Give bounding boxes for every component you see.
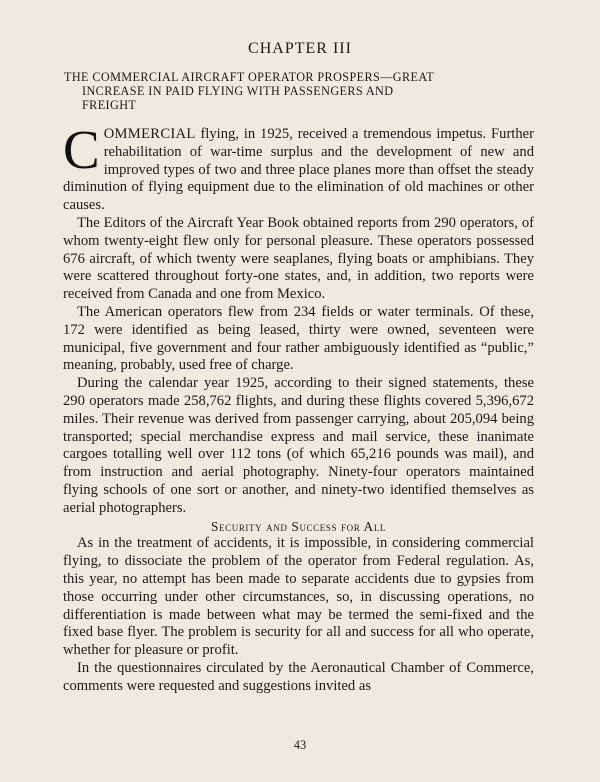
page-number: 43	[293, 738, 307, 752]
chapter-subtitle-line-1: THE COMMERCIAL AIRCRAFT OPERATOR PROSPERS—GREAT	[64, 70, 435, 84]
chapter-subtitle-line-2: INCREASE IN PAID FLYING WITH PASSENGERS AND	[82, 84, 394, 98]
paragraph-5: As in the treatment of accidents, it is impossible, in considering commercial flying, to dissociate the problem of the operator from Federal regulation. As, this year, no attempt has been made to separate accidents due to gypsies from those occurring under other circumstances, so, in discussing operations, no differentiation is made between what may be termed the semi-fixed and the fixed base flyer. The problem is security for all and success for all who operate, whether for pleasure or profit.	[63, 535, 534, 659]
paragraph-6: In the questionnaires circulated by the Aeronautical Chamber of Commerce, comments were requested and suggestions invited as	[63, 659, 534, 694]
section-heading: Security and Success for All	[210, 518, 387, 534]
paragraph-1	[63, 119, 534, 215]
chapter-subtitle	[64, 70, 531, 112]
paragraph-3: The American operators flew from 234 fields or water terminals. Of these, 172 were identified as being leased, thirty were owned, seventeen were municipal, five government and four rather ambiguously identified as “public,” meaning, probably, used free of charge.	[63, 303, 534, 374]
paragraph-1-text: flying, in 1925, received a tremendous impetus. Further rehabilitation of war-time surplus and the development of new and improved types of two and three place planes more than offset the steady diminution of flying equipment due to the elimination of old machines or other causes.	[63, 126, 534, 214]
paragraph-2: The Editors of the Aircraft Year Book obtained reports from 290 operators, of whom twenty-eight flew only for personal pleasure. These operators possessed 676 aircraft, of which twenty were seaplanes, flying boats or amphibians. They were scattered throughout forty-one states, and, in addition, two reports were received from Canada and one from Mexico.	[63, 214, 534, 303]
chapter-subtitle-line-3: FREIGHT	[82, 98, 137, 112]
drop-cap: C	[63, 119, 100, 180]
chapter-heading: CHAPTER III	[248, 40, 352, 57]
paragraph-4: During the calendar year 1925, according to their signed statements, these 290 operators made 258,762 flights, and during these flights covered 5,396,672 miles. Their revenue was derived from passenger carrying, about 205,094 being transported; special merchandise express and mail service, these inanimate cargoes totalling well over 112 tons (of which 65,216 pounds was mail), and from instruction and aerial photography. Ninety-four operators maintained flying schools of one sort or another, and ninety-two identified themselves as aerial photographers.	[63, 375, 534, 516]
body-text	[63, 119, 534, 696]
paragraph-1-lead: OMMERCIAL	[103, 126, 196, 142]
